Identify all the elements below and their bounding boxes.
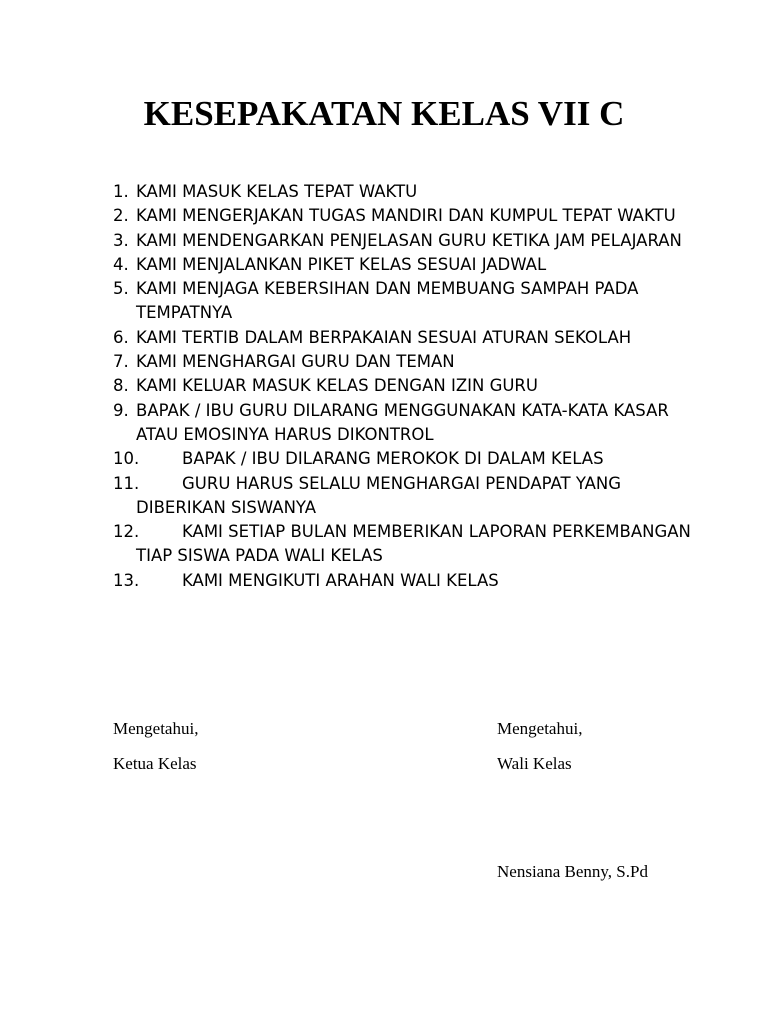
list-item [113,569,703,593]
item-text: KAMI MENGERJAKAN TUGAS MANDIRI DAN KUMPUL TEPAT WAKTU [136,206,676,226]
item-number: 2. [113,206,129,226]
item-text: KAMI SETIAP BULAN MEMBERIKAN LAPORAN PERKEMBANGAN TIAP SISWA PADA WALI KELAS [136,522,691,566]
right-signatory-name: Nensiana Benny, S.Pd [497,862,648,881]
item-number: 4. [113,254,129,274]
item-text: BAPAK / IBU GURU DILARANG MENGGUNAKAN KATA-KATA KASAR ATAU EMOSINYA HARUS DIKONTROL [136,400,669,444]
item-text: KAMI KELUAR MASUK KELAS DENGAN IZIN GURU [136,376,538,396]
list-item [113,472,703,521]
item-text: KAMI MENGIKUTI ARAHAN WALI KELAS [182,570,499,590]
list-item [113,350,703,374]
list-item [113,326,703,350]
agreement-list [113,180,703,593]
list-item [113,253,703,277]
list-item [113,180,703,204]
item-text: GURU HARUS SELALU MENGHARGAI PENDAPAT YANG DIBERIKAN SISWANYA [136,473,622,517]
list-item [113,229,703,253]
item-number: 1. [113,182,129,201]
item-text: KAMI MENJAGA KEBERSIHAN DAN MEMBUANG SAMPAH PADA TEMPATNYA [136,279,639,323]
list-item [113,399,703,448]
left-acknowledged-label: Mengetahui, [113,719,199,738]
left-signatory-role: Ketua Kelas [113,754,197,773]
item-text: KAMI MASUK KELAS TEPAT WAKTU [136,182,418,201]
list-item [113,374,703,398]
item-number: 9. [113,400,129,420]
item-number: 13. [113,570,140,590]
item-number: 11. [113,473,140,493]
list-item [113,277,703,326]
item-number: 8. [113,376,129,396]
item-text: KAMI MENJALANKAN PIKET KELAS SESUAI JADWAL [136,254,547,274]
item-text: KAMI MENGHARGAI GURU DAN TEMAN [136,352,455,372]
list-item [113,520,703,569]
item-number: 12. [113,522,140,542]
item-number: 3. [113,230,129,250]
item-number: 7. [113,352,129,372]
right-acknowledged-label: Mengetahui, [497,719,583,738]
item-number: 6. [113,327,129,347]
list-item [113,204,703,228]
item-text: KAMI TERTIB DALAM BERPAKAIAN SESUAI ATURAN SEKOLAH [136,327,632,347]
document-title: KESEPAKATAN KELAS VII C [143,94,625,133]
item-text: BAPAK / IBU DILARANG MEROKOK DI DALAM KELAS [182,449,604,469]
list-item [113,447,703,471]
item-number: 5. [113,279,129,299]
item-number: 10. [113,449,140,469]
item-text: KAMI MENDENGARKAN PENJELASAN GURU KETIKA JAM PELAJARAN [136,230,682,250]
right-signatory-role: Wali Kelas [497,754,572,773]
